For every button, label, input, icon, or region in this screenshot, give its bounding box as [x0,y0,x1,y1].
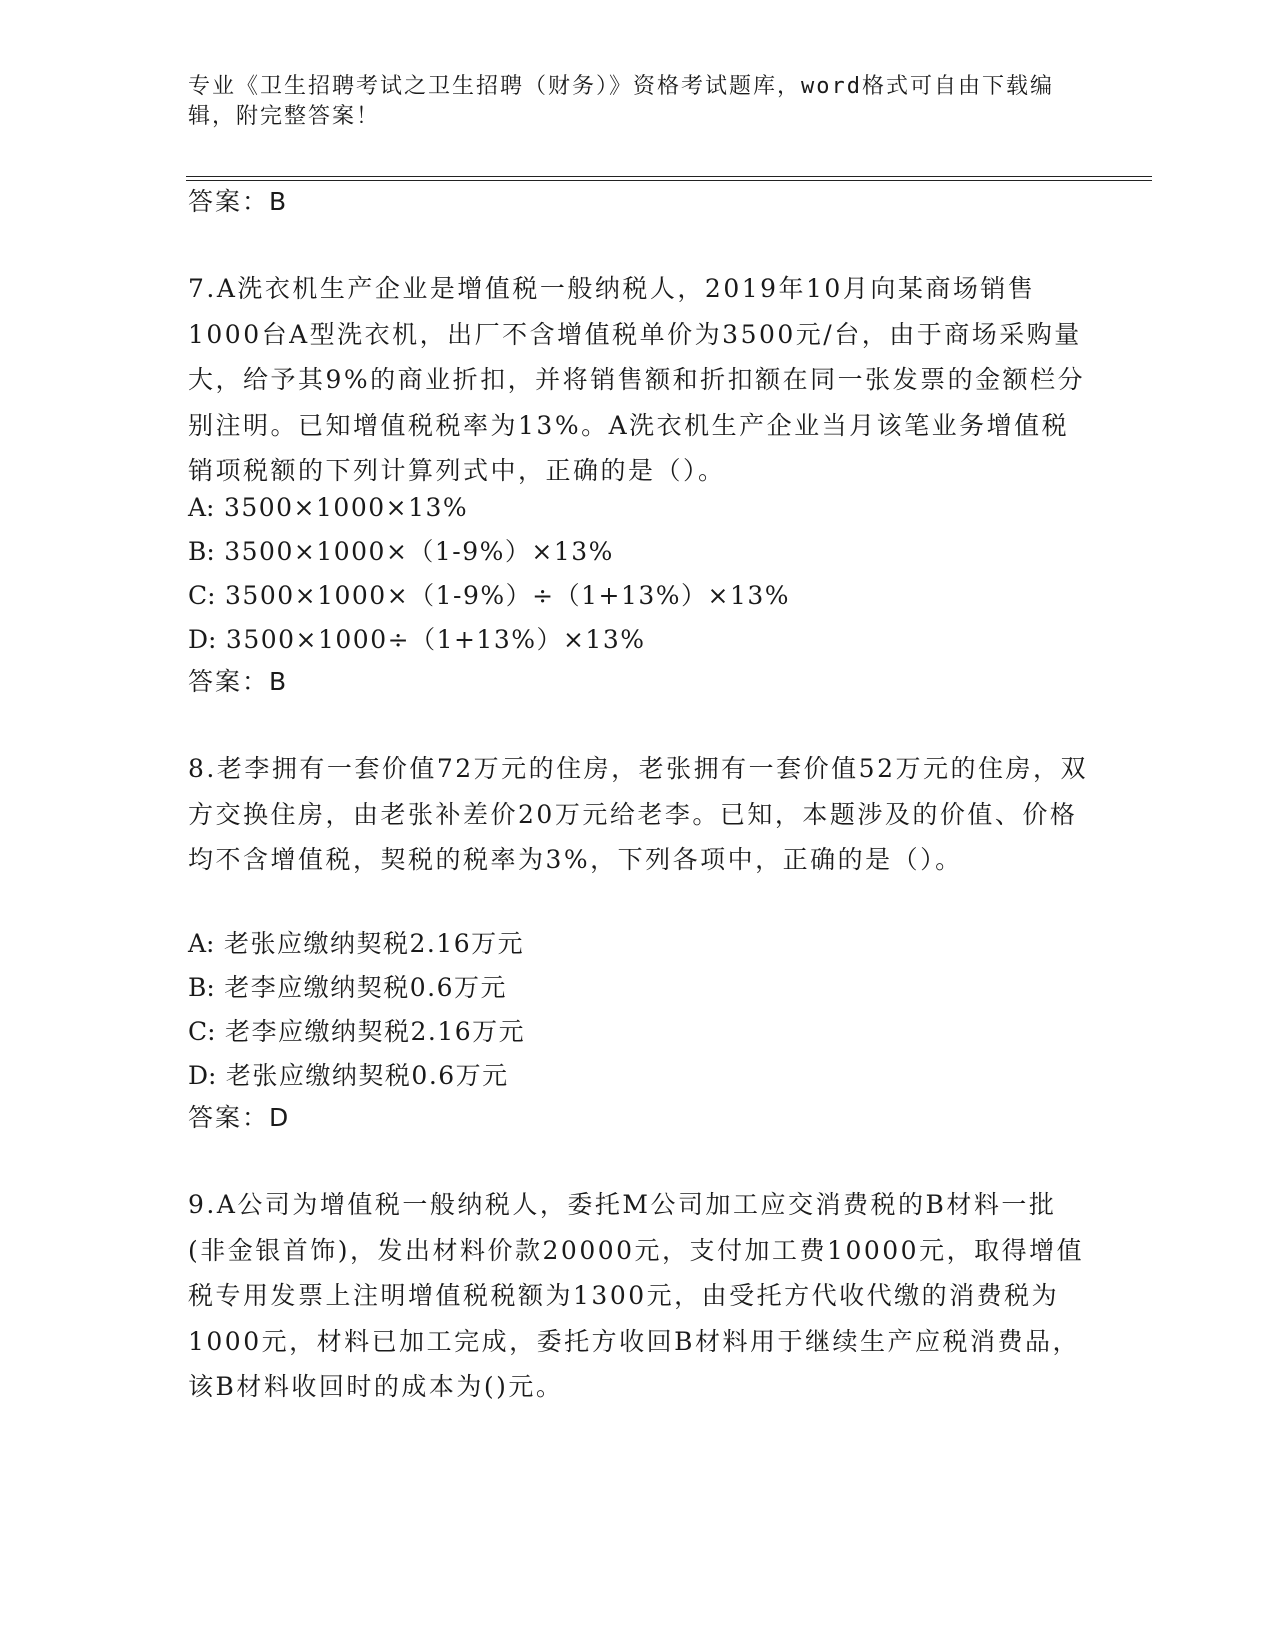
question-7-option-d [188,624,646,656]
option-text: 老张应缴纳契税2.16万元 [223,929,525,958]
option-label: C: [188,581,216,610]
option-label: D: [188,625,217,654]
option-label: B: [188,973,215,1002]
question-8-option-a [188,928,524,960]
option-text: 老李应缴纳契税0.6万元 [224,973,508,1002]
question-8-text: 8.老李拥有一套价值72万元的住房，老张拥有一套价值52万元的住房，双方交换住房，由老张补差价20万元给老李。已知，本题涉及的价值、价格均不含增值税，契税的税率为3%，下列各项中，正确的是（）。 [188,754,1088,874]
option-text: 老张应缴纳契税0.6万元 [225,1061,509,1090]
option-text: 3500×1000×（1-9%）÷（1+13%）×13% [225,581,791,610]
option-label: C: [188,1017,216,1046]
question-7-option-a [188,492,468,524]
question-8-option-c [188,1016,525,1048]
question-7-text: 7.A洗衣机生产企业是增值税一般纳税人，2019年10月向某商场销售1000台A型洗衣机，出厂不含增值税单价为3500元/台，由于商场采购量大，给予其9%的商业折扣，并将销售额和折扣额在同一张发票的金额栏分别注明。已知增值税税率为13%。A洗衣机生产企业当月该笔业务增值税销项税额的下列计算列式中，正确的是（）。 [188,274,1086,485]
question-7-option-c [188,580,790,612]
question-8-option-d [188,1060,509,1092]
option-label: A: [188,493,215,522]
previous-answer: 答案：B [188,187,289,216]
option-label: D: [188,1061,217,1090]
question-7-option-b [188,536,614,568]
question-8-answer: 答案：D [188,1103,291,1132]
option-label: B: [188,537,215,566]
header-divider-bottom [186,180,1152,181]
question-9-text: 9.A公司为增值税一般纳税人，委托M公司加工应交消费税的B材料一批(非金银首饰)，发出材料价款20000元，支付加工费10000元，取得增值税专用发票上注明增值税税额为1300元，由受托方代收代缴的消费税为1000元，材料已加工完成，委托方收回B材料用于继续生产应税消费品，该B材料收回时的成本为()元。 [188,1190,1085,1401]
option-label: A: [188,929,215,958]
question-7-answer: 答案：B [188,667,289,696]
header-divider-top [186,176,1152,177]
option-text: 3500×1000÷（1+13%）×13% [225,625,646,654]
option-text: 3500×1000×13% [223,493,469,522]
question-8-option-b [188,972,507,1004]
option-text: 3500×1000×（1-9%）×13% [224,537,614,566]
option-text: 老李应缴纳契税2.16万元 [225,1017,526,1046]
document-header: 专业《卫生招聘考试之卫生招聘（财务）》资格考试题库，word格式可自由下载编辑，附完整答案！ [188,74,1054,129]
